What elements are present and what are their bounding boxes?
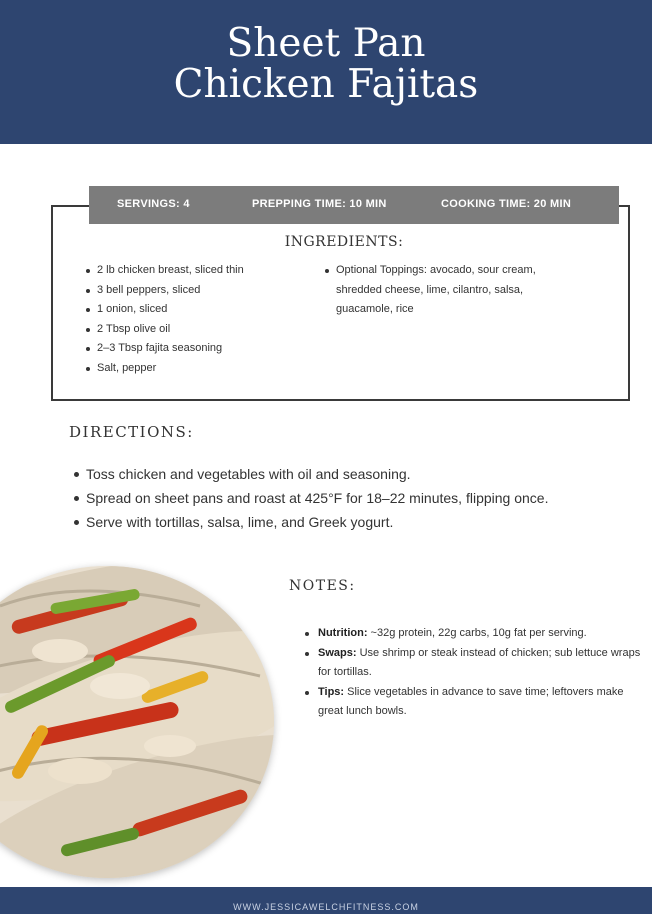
note-text: Slice vegetables in advance to save time; leftovers make great lunch bowls. [318,685,624,718]
note-label: Nutrition: [318,627,368,639]
ingredients-heading: INGREDIENTS: [284,234,404,250]
ingredient-item: Salt, pepper [86,359,286,379]
direction-step: Spread on sheet pans and roast at 425°F for 18–22 minutes, flipping once. [72,486,548,510]
note-text: ~32g protein, 22g carbs, 10g fat per serving. [367,627,587,639]
header-banner [0,0,652,144]
prep-time-label: PREPPING TIME: 10 MIN [252,198,387,210]
ingredient-item: 2 Tbsp olive oil [86,320,286,340]
ingredient-item: 1 onion, sliced [86,300,286,320]
ingredients-list-right [325,261,580,320]
ingredient-item: 2 lb chicken breast, sliced thin [86,261,286,281]
ingredient-item: 2–3 Tbsp fajita seasoning [86,339,286,359]
notes-list [305,624,650,722]
note-item-nutrition [305,624,650,644]
footer-banner [0,887,652,914]
optional-toppings-item: Optional Toppings: avocado, sour cream, shredded cheese, lime, cilantro, salsa, guacamole, rice [325,261,580,320]
recipe-title-line-2: Chicken Fajitas [173,62,479,107]
footer-website-link[interactable]: WWW.JESSICAWELCHFITNESS.COM [233,902,419,912]
info-bar [89,186,619,224]
note-text: Use shrimp or steak instead of chicken; sub lettuce wraps for tortillas. [318,646,641,679]
ingredient-item: 3 bell peppers, sliced [86,281,286,301]
recipe-title-line-1: Sheet Pan [226,21,426,66]
fajita-illustration [0,566,274,878]
notes-heading: NOTES: [289,578,356,594]
note-item-swaps [305,644,650,683]
direction-step: Toss chicken and vegetables with oil and seasoning. [72,462,548,486]
direction-step: Serve with tortillas, salsa, lime, and Greek yogurt. [72,510,548,534]
directions-list [72,462,548,534]
cook-time-label: COOKING TIME: 20 MIN [441,198,572,210]
servings-label: SERVINGS: 4 [117,198,190,210]
note-label: Swaps: [318,646,357,659]
ingredients-list-left [86,261,286,379]
fajita-photo [0,566,274,878]
directions-heading: DIRECTIONS: [69,423,194,441]
note-item-tips [305,683,650,722]
note-label: Tips: [318,685,345,698]
